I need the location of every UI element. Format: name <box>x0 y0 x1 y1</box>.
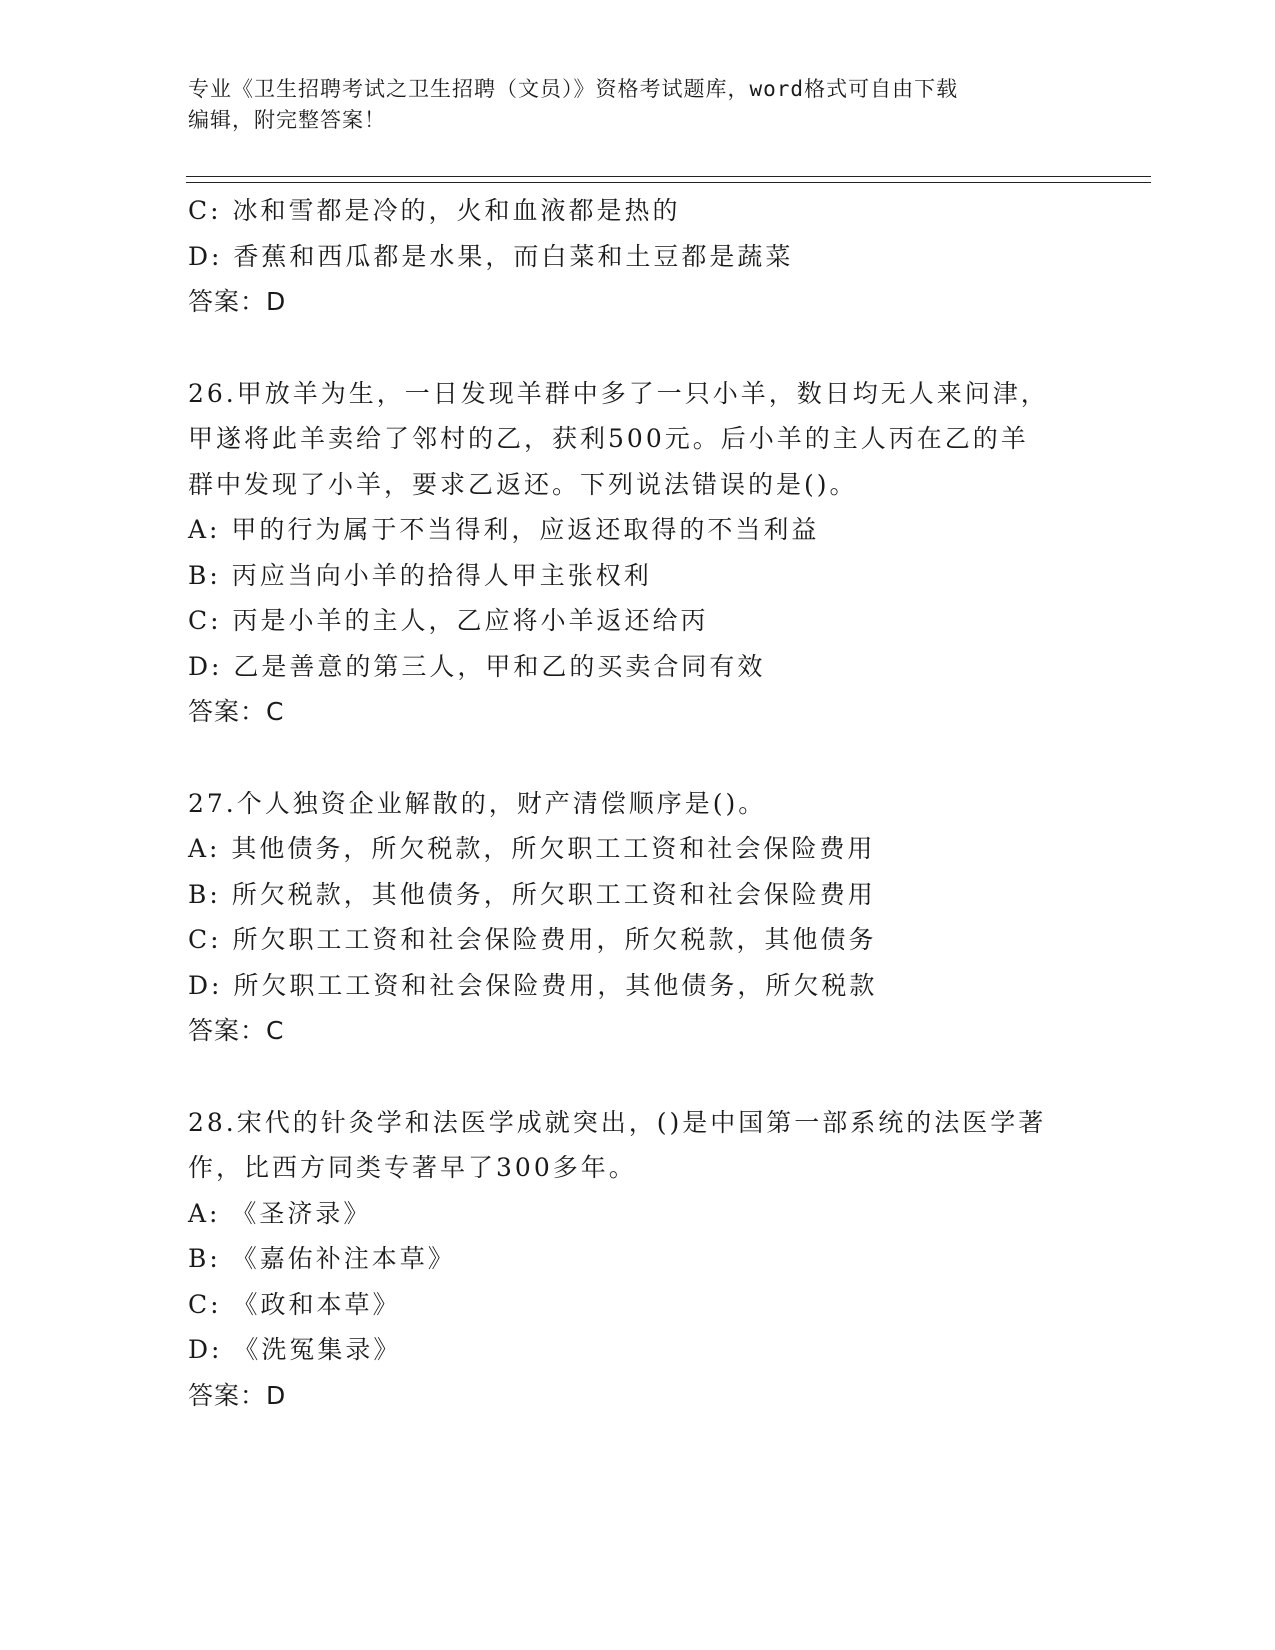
question-25-continued <box>188 188 1088 325</box>
question-stem-line: 作，比西方同类专著早了300多年。 <box>188 1153 637 1182</box>
option-c: C: 丙是小羊的主人，乙应将小羊返还给丙 <box>188 606 709 635</box>
option-b: B: 所欠税款，其他债务，所欠职工工资和社会保险费用 <box>188 879 876 909</box>
question-stem-line: 甲遂将此羊卖给了邻村的乙，获利500元。后小羊的主人丙在乙的羊 <box>188 424 1029 453</box>
option-c: C: 冰和雪都是冷的，火和血液都是热的 <box>188 196 681 225</box>
option-b: B: 丙应当向小羊的拾得人甲主张权利 <box>188 560 652 590</box>
question-28 <box>188 1100 1088 1419</box>
option-c: C: 所欠职工工资和社会保险费用，所欠税款，其他债务 <box>188 925 877 954</box>
option-d: D: 所欠职工工资和社会保险费用，其他债务，所欠税款 <box>188 970 878 1000</box>
option-d: D: 乙是善意的第三人，甲和乙的买卖合同有效 <box>188 651 766 681</box>
header-divider-top <box>186 176 1151 177</box>
answer-line: 答案：C <box>188 697 285 726</box>
option-c: C: 《政和本草》 <box>188 1289 401 1319</box>
header-divider-bottom <box>186 182 1151 183</box>
option-a: A: 甲的行为属于不当得利，应返还取得的不当利益 <box>188 515 820 544</box>
answer-line: 答案：D <box>188 1380 287 1410</box>
question-27 <box>188 781 1088 1054</box>
option-b: B: 《嘉佑补注本草》 <box>188 1244 456 1273</box>
header-line-2: 编辑，附完整答案！ <box>188 108 386 132</box>
answer-line: 答案：D <box>188 287 287 316</box>
option-a: A: 《圣济录》 <box>188 1198 372 1228</box>
question-stem-line: 28.宋代的针灸学和法医学成就突出，()是中国第一部系统的法医学著 <box>188 1107 1047 1137</box>
question-stem-line: 27.个人独资企业解散的，财产清偿顺序是()。 <box>188 788 767 818</box>
option-a: A: 其他债务，所欠税款，所欠职工工资和社会保险费用 <box>188 834 876 863</box>
question-26 <box>188 371 1088 735</box>
answer-line: 答案：C <box>188 1016 285 1045</box>
document-header <box>188 74 1078 136</box>
header-line-1: 专业《卫生招聘考试之卫生招聘（文员）》资格考试题库，word格式可自由下载 <box>188 77 959 101</box>
option-d: D: 《洗冤集录》 <box>188 1335 402 1364</box>
document-body <box>188 188 1088 1418</box>
question-stem-line: 26.甲放羊为生，一日发现羊群中多了一只小羊，数日均无人来问津， <box>188 378 1049 408</box>
question-stem-line: 群中发现了小羊，要求乙返还。下列说法错误的是()。 <box>188 469 858 499</box>
option-d: D: 香蕉和西瓜都是水果，而白菜和土豆都是蔬菜 <box>188 241 794 271</box>
